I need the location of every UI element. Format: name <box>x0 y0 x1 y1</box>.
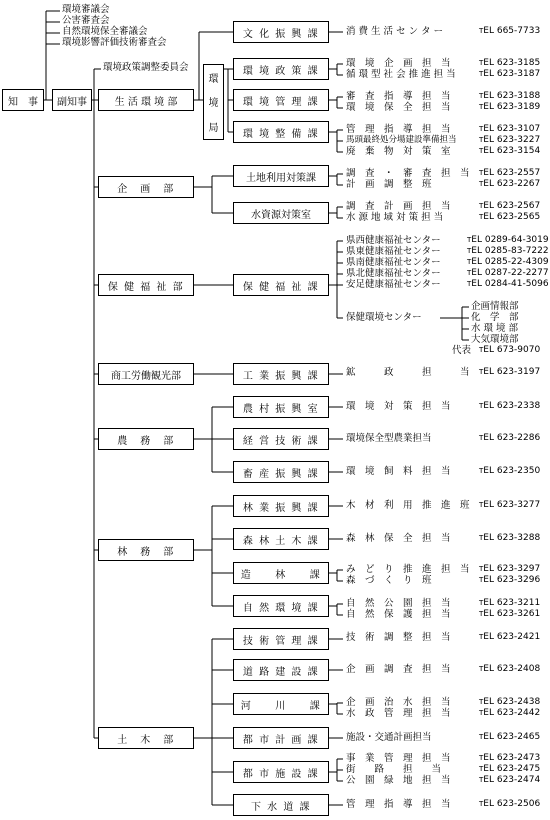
dept-nomu: 農 務 部 <box>98 428 194 450</box>
council-label: 環境審議会 <box>62 4 110 15</box>
unit-tel: TEL 0284-41-5096 <box>467 279 549 289</box>
unit-label: 調 査 ・ 審 査 担 当 <box>346 168 470 179</box>
unit-label: 水 源 地 域 対 策 担 当 <box>346 212 444 223</box>
center-division-label: 大気環境部 <box>471 334 519 345</box>
dept-seikatsu-kankyo: 生 活 環 境 部 <box>98 89 194 111</box>
unit-tel: TEL 623-2442 <box>479 708 541 718</box>
dept-rinmu: 林 務 部 <box>98 539 194 561</box>
unit-tel: TEL 623-2286 <box>479 433 541 443</box>
unit-tel: TEL 623-3277 <box>479 500 541 510</box>
unit-label: 森 林 保 全 担 当 <box>346 533 451 544</box>
unit-label: 水 政 管 理 担 当 <box>346 708 451 719</box>
center-rep-label: 代表 <box>452 345 472 356</box>
unit-tel: TEL 623-2267 <box>479 179 541 189</box>
section-kasen: 河 川 課 <box>233 693 329 715</box>
section-noson-shinko: 農 村 振 興 室 <box>233 396 329 418</box>
health-center-label: 県北健康福祉センター <box>346 268 441 279</box>
unit-tel: TEL 623-3107 <box>479 124 541 134</box>
unit-label: 環 境 飼 料 担 当 <box>346 466 451 477</box>
unit-tel: TEL 623-3188 <box>479 91 541 101</box>
section-shizen-kankyo: 自 然 環 境 課 <box>233 595 329 617</box>
section-tochi-riyo: 土地利用対策課 <box>233 165 329 187</box>
committee-label: 環境政策調整委員会 <box>103 62 189 73</box>
center-rep-tel: TEL 673-9070 <box>479 345 541 355</box>
unit-tel: TEL 623-3211 <box>479 598 541 608</box>
council-label: 自然環境保全審議会 <box>62 26 148 37</box>
section-hoken-fukushi: 保 健 福 祉 課 <box>233 274 329 296</box>
unit-label: 環 境 対 策 担 当 <box>346 401 451 412</box>
unit-tel: TEL 623-2408 <box>479 664 541 674</box>
unit-tel: TEL 623-3297 <box>479 564 541 574</box>
unit-tel: TEL 623-2421 <box>479 632 541 642</box>
unit-tel: TEL 623-2465 <box>479 732 541 742</box>
health-center-label: 県西健康福祉センター <box>346 235 441 246</box>
unit-label: 管 理 指 導 担 当 <box>346 124 451 135</box>
unit-label: 街 路 担 当 <box>346 764 442 775</box>
section-kankyo-seisaku: 環 境 政 策 課 <box>233 58 329 80</box>
section-toshi-keikaku: 都 市 計 画 課 <box>233 727 329 749</box>
unit-tel: TEL 665-7733 <box>479 26 541 36</box>
unit-tel: TEL 623-3227 <box>479 135 541 145</box>
unit-label: 企 画 治 水 担 当 <box>346 697 451 708</box>
section-kankyo-kanri: 環 境 管 理 課 <box>233 89 329 111</box>
unit-tel: TEL 623-2567 <box>479 201 541 211</box>
unit-label: 鉱 政 担 当 <box>346 367 470 378</box>
unit-label: 消 費 生 活 セ ン タ ー <box>346 26 444 37</box>
unit-tel: TEL 0285-83-7222 <box>467 246 549 256</box>
governor-box: 知 事 <box>2 89 44 111</box>
unit-label: 事 業 管 理 担 当 <box>346 753 451 764</box>
unit-label: 審 査 指 導 担 当 <box>346 91 451 102</box>
section-toshi-shisetsu: 都 市 施 設 課 <box>233 761 329 783</box>
unit-label: 調 査 計 画 担 当 <box>346 201 451 212</box>
unit-label: 企 画 調 査 担 当 <box>346 664 451 675</box>
unit-label: 環 境 企 画 担 当 <box>346 58 451 69</box>
unit-tel: TEL 623-3296 <box>479 575 541 585</box>
unit-label: 自 然 公 園 担 当 <box>346 598 451 609</box>
unit-label: 環境保全型農業担当 <box>346 433 432 444</box>
section-shinrin-doboku: 森 林 土 木 課 <box>233 528 329 550</box>
health-center-label: 安足健康福祉センター <box>346 279 441 290</box>
section-kankyo-seibi: 環 境 整 備 課 <box>233 121 329 143</box>
unit-label: 計 画 調 整 班 <box>346 179 432 190</box>
vice-governor-box: 副知事 <box>52 89 92 111</box>
unit-tel: TEL 623-3197 <box>479 367 541 377</box>
unit-tel: TEL 623-3189 <box>479 102 541 112</box>
unit-tel: TEL 623-3261 <box>479 609 541 619</box>
bureau-char: 局 <box>208 123 219 135</box>
dept-doboku: 土 木 部 <box>98 727 194 749</box>
unit-label: 環 境 保 全 担 当 <box>346 102 451 113</box>
unit-tel: TEL 623-2338 <box>479 401 541 411</box>
unit-label: 廃 棄 物 対 策 室 <box>346 146 451 157</box>
unit-tel: TEL 623-2350 <box>479 466 541 476</box>
section-gijutsu-kanri: 技 術 管 理 課 <box>233 628 329 650</box>
unit-tel: TEL 623-2565 <box>479 212 541 222</box>
unit-tel: TEL 623-3288 <box>479 533 541 543</box>
health-center-label: 県南健康福祉センター <box>346 257 441 268</box>
unit-tel: TEL 623-2557 <box>479 168 541 178</box>
bureau-char: 境 <box>208 98 219 110</box>
section-keiei-gijutsu: 経 営 技 術 課 <box>233 428 329 450</box>
unit-label: 木 材 利 用 推 進 班 <box>346 500 470 511</box>
council-label: 公害審査会 <box>62 15 110 26</box>
dept-shoko-rodo-kanko: 商工労働観光部 <box>98 363 194 385</box>
unit-tel: TEL 623-2475 <box>479 764 541 774</box>
unit-label: 技 術 調 整 担 当 <box>346 632 451 643</box>
unit-tel: TEL 0287-22-2277 <box>467 268 549 278</box>
section-ringyo-shinko: 林 業 振 興 課 <box>233 495 329 517</box>
unit-tel: TEL 623-2473 <box>479 753 541 763</box>
unit-tel: TEL 623-2438 <box>479 697 541 707</box>
hoken-kankyo-center-label: 保健環境センター <box>346 312 422 323</box>
dept-kikaku: 企 画 部 <box>98 176 194 198</box>
unit-tel: TEL 0289-64-3019 <box>467 235 549 245</box>
unit-tel: TEL 623-3187 <box>479 69 541 79</box>
section-kogyo-shinko: 工 業 振 興 課 <box>233 363 329 385</box>
center-division-label: 企画情報部 <box>471 301 519 312</box>
bureau-char: 環 <box>208 73 219 85</box>
unit-tel: TEL 623-2474 <box>479 775 541 785</box>
section-mizu-shigen: 水資源対策室 <box>233 202 329 224</box>
unit-label: 自 然 保 護 担 当 <box>346 609 451 620</box>
health-center-label: 県東健康福祉センター <box>346 246 441 257</box>
unit-label: み ど り 推 進 担 当 <box>346 564 470 575</box>
council-label: 環境影響評価技術審査会 <box>62 37 167 48</box>
unit-tel: TEL 0285-22-4309 <box>467 257 549 267</box>
unit-label: 施設・交通計画担当 <box>346 732 432 743</box>
environment-bureau-box <box>203 64 224 140</box>
unit-label: 公 園 緑 地 担 当 <box>346 775 451 786</box>
unit-label: 馬頭最終処分場建設準備担当 <box>346 135 457 145</box>
unit-label: 循 環 型 社 会 推 進 担 当 <box>346 69 456 80</box>
unit-label: 管 理 指 導 担 当 <box>346 799 451 810</box>
dept-hoken-fukushi: 保 健 福 祉 部 <box>98 274 194 296</box>
unit-tel: TEL 623-3185 <box>479 58 541 68</box>
unit-tel: TEL 623-2506 <box>479 799 541 809</box>
section-chikusan-shinko: 畜 産 振 興 課 <box>233 461 329 483</box>
center-division-label: 化 学 部 <box>471 312 519 323</box>
unit-label: 森 づ く り 班 <box>346 575 432 586</box>
section-bunka-shinko: 文 化 振 興 課 <box>233 21 329 43</box>
unit-tel: TEL 623-3154 <box>479 146 541 156</box>
section-doro-kensetsu: 道 路 建 設 課 <box>233 659 329 681</box>
section-gesui-do: 下 水 道 課 <box>233 794 329 816</box>
section-zorin: 造 林 課 <box>233 562 329 584</box>
center-division-label: 水 環 境 部 <box>471 323 519 334</box>
